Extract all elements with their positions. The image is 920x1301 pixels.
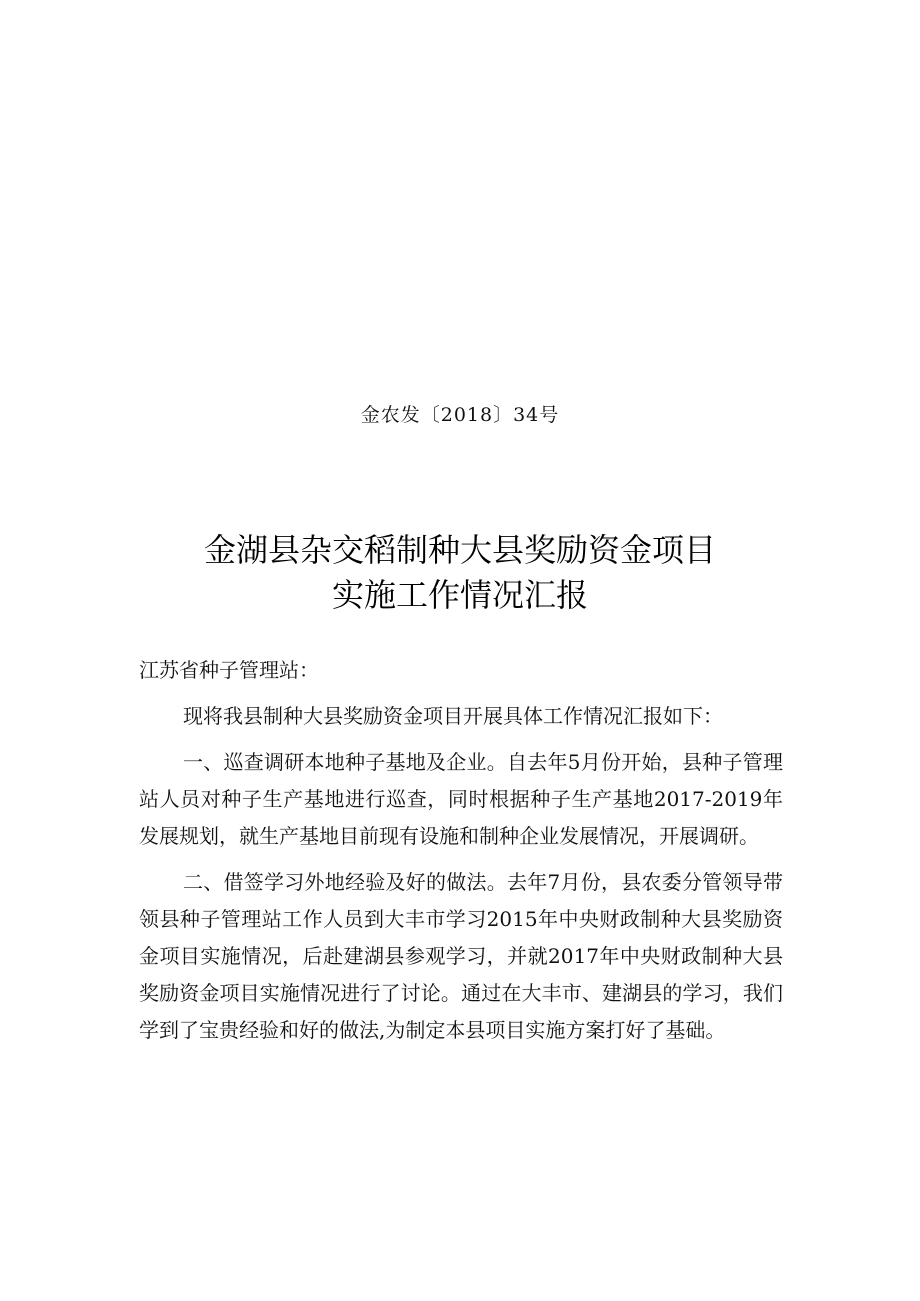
title-line-2: 实施工作情况汇报 xyxy=(331,576,588,614)
paragraph-section-2: 二、借签学习外地经验及好的做法。去年7月份，县农委分管领导带领县种子管理站工作人员到大丰市学习2015年中央财政制种大县奖励资金项目实施情况，后赴建湖县参观学习，并就2017年中央财政制种大县奖励资金项目实施情况进行了讨论。通过在大丰市、建湖县的学习，我们学到了宝贵经验和好的做法,为制定本县项目实施方案打好了基础。 xyxy=(139,870,783,1042)
document-body xyxy=(139,652,783,1058)
paragraph-intro: 现将我县制种大县奖励资金项目开展具体工作情况汇报如下： xyxy=(183,704,723,728)
title-line-1: 金湖县杂交稻制种大县奖励资金项目 xyxy=(203,531,716,569)
paragraph-section-1: 一、巡查调研本地种子基地及企业。自去年5月份开始，县种子管理站人员对种子生产基地进行巡查，同时根据种子生产基地2017-2019年发展规划，就生产基地目前现有设施和制种企业发展情况，开展调研。 xyxy=(139,750,783,848)
document-title xyxy=(0,528,920,618)
salutation: 江苏省种子管理站： xyxy=(139,658,319,682)
document-number: 金农发〔2018〕34号 xyxy=(360,404,560,426)
